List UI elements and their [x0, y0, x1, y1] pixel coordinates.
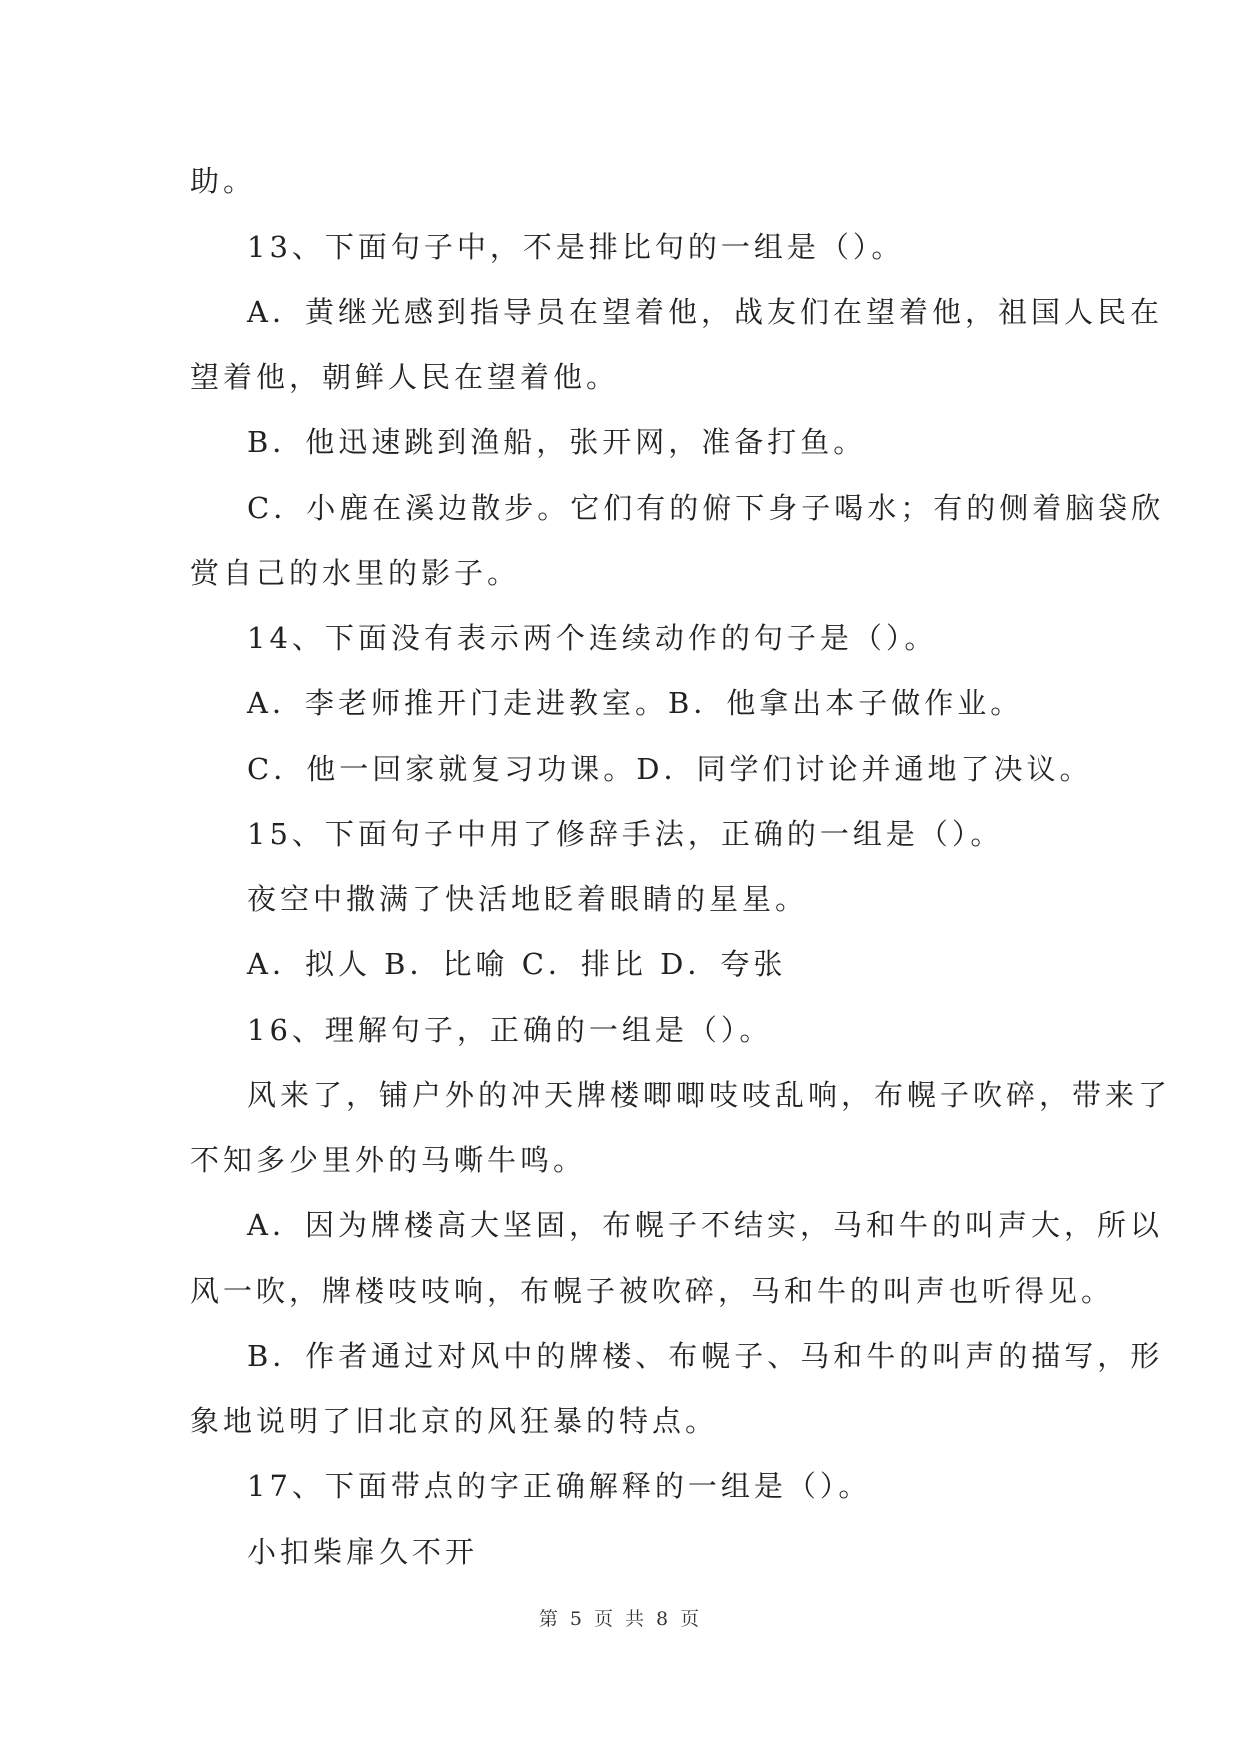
text-line: 风一吹，牌楼吱吱响，布幌子被吹碎，马和牛的叫声也听得见。 — [190, 1274, 1115, 1308]
question-13-option-a: A．黄继光感到指导员在望着他，战友们在望着他，祖国人民在 — [247, 295, 1163, 329]
question-13-option-b: B．他迅速跳到渔船，张开网，准备打鱼。 — [247, 425, 867, 459]
text-line: 助。 — [190, 164, 257, 198]
text-line: 不知多少里外的马嘶牛鸣。 — [190, 1143, 587, 1177]
page-number-footer: 第 5 页 共 8 页 — [538, 1608, 703, 1630]
text-line: 赏自己的水里的影子。 — [190, 556, 521, 590]
question-15-sentence: 夜空中撒满了快活地眨着眼睛的星星。 — [247, 882, 809, 916]
question-14: 14、下面没有表示两个连续动作的句子是（）。 — [247, 621, 938, 655]
question-13: 13、下面句子中，不是排比句的一组是（）。 — [247, 230, 905, 264]
question-16-option-a: A．因为牌楼高大坚固，布幌子不结实，马和牛的叫声大，所以 — [247, 1208, 1163, 1242]
question-14-options-cd: C．他一回家就复习功课。D．同学们讨论并通地了决议。 — [247, 752, 1093, 786]
question-17-sentence: 小扣柴扉久不开 — [247, 1535, 479, 1569]
text-line: 象地说明了旧北京的风狂暴的特点。 — [190, 1404, 719, 1438]
question-13-option-c: C．小鹿在溪边散步。它们有的俯下身子喝水；有的侧着脑袋欣 — [247, 491, 1165, 525]
question-15-options: A．拟人 B．比喻 C．排比 D．夸张 — [247, 947, 787, 981]
question-16: 16、理解句子，正确的一组是（）。 — [247, 1013, 773, 1047]
text-line: 望着他，朝鲜人民在望着他。 — [190, 360, 620, 394]
question-17: 17、下面带点的字正确解释的一组是（）。 — [247, 1469, 872, 1503]
question-14-options-ab: A．李老师推开门走进教室。B．他拿出本子做作业。 — [247, 686, 1024, 720]
question-16-option-b: B．作者通过对风中的牌楼、布幌子、马和牛的叫声的描写，形 — [247, 1339, 1164, 1373]
question-16-sentence: 风来了，铺户外的冲天牌楼唧唧吱吱乱响，布幌子吹碎，带来了 — [247, 1078, 1172, 1112]
question-15: 15、下面句子中用了修辞手法，正确的一组是（）。 — [247, 817, 1004, 851]
